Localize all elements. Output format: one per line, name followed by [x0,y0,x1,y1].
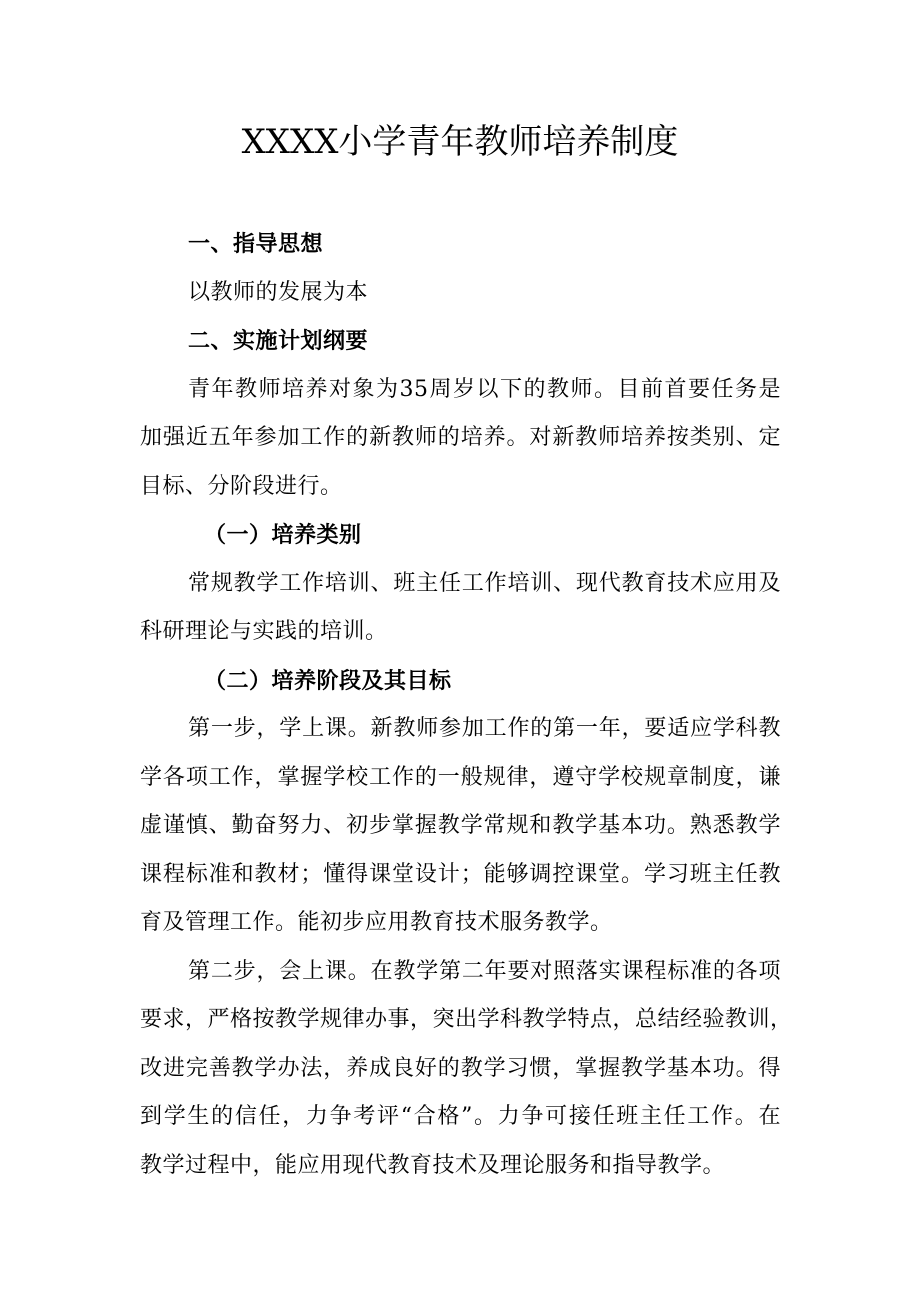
section-heading: 二、实施计划纲要 [188,328,369,354]
paragraph-line: 育及管理工作。能初步应用教育技术服务教学。 [140,910,613,935]
paragraph-line: 教学过程中，能应用现代教育技术及理论服务和指导教学。 [140,1152,726,1178]
paragraph-line: 学各项工作，掌握学校工作的一般规律，遵守学校规章制度，谦 [140,764,781,790]
paragraph-line: 第二步，会上课。在教学第二年要对照落实课程标准的各项 [188,958,781,984]
paragraph-line: 虚谨慎、勤奋努力、初步掌握教学常规和教学基本功。熟悉教学 [140,813,781,838]
paragraph-line: 第一步，学上课。新教师参加工作的第一年，要适应学科教 [188,716,781,741]
document-body [140,220,793,1190]
paragraph-line: 要求，严格按教学规律办事，突出学科教学特点，总结经验教训， [140,1007,793,1032]
paragraph-line: 科研理论与实践的培训。 [140,619,388,644]
paragraph-line: 目标、分阶段进行。 [140,473,343,499]
subsection-heading: （二）培养阶段及其目标 [204,667,452,694]
paragraph-line: 课程标准和教材；懂得课堂设计；能够调控课堂。学习班主任教 [140,861,781,887]
paragraph-line: 青年教师培养对象为35周岁以下的教师。目前首要任务是 [188,376,781,402]
paragraph-line: 以教师的发展为本 [188,279,369,305]
paragraph-line: 改进完善教学办法，养成良好的教学习惯，掌握教学基本功。得 [140,1055,781,1081]
paragraph-line: 加强近五年参加工作的新教师的培养。对新教师培养按类别、定 [140,425,781,450]
section-heading: 一、指导思想 [188,231,324,257]
paragraph-line: 常规教学工作培训、班主任工作培训、现代教育技术应用及 [188,570,781,596]
document-title: XXXX小学青年教师培养制度 [241,122,679,162]
paragraph-line: 到学生的信任，力争考评“合格”。力争可接任班主任工作。在 [140,1104,781,1129]
subsection-heading: （一）培养类别 [204,522,362,548]
